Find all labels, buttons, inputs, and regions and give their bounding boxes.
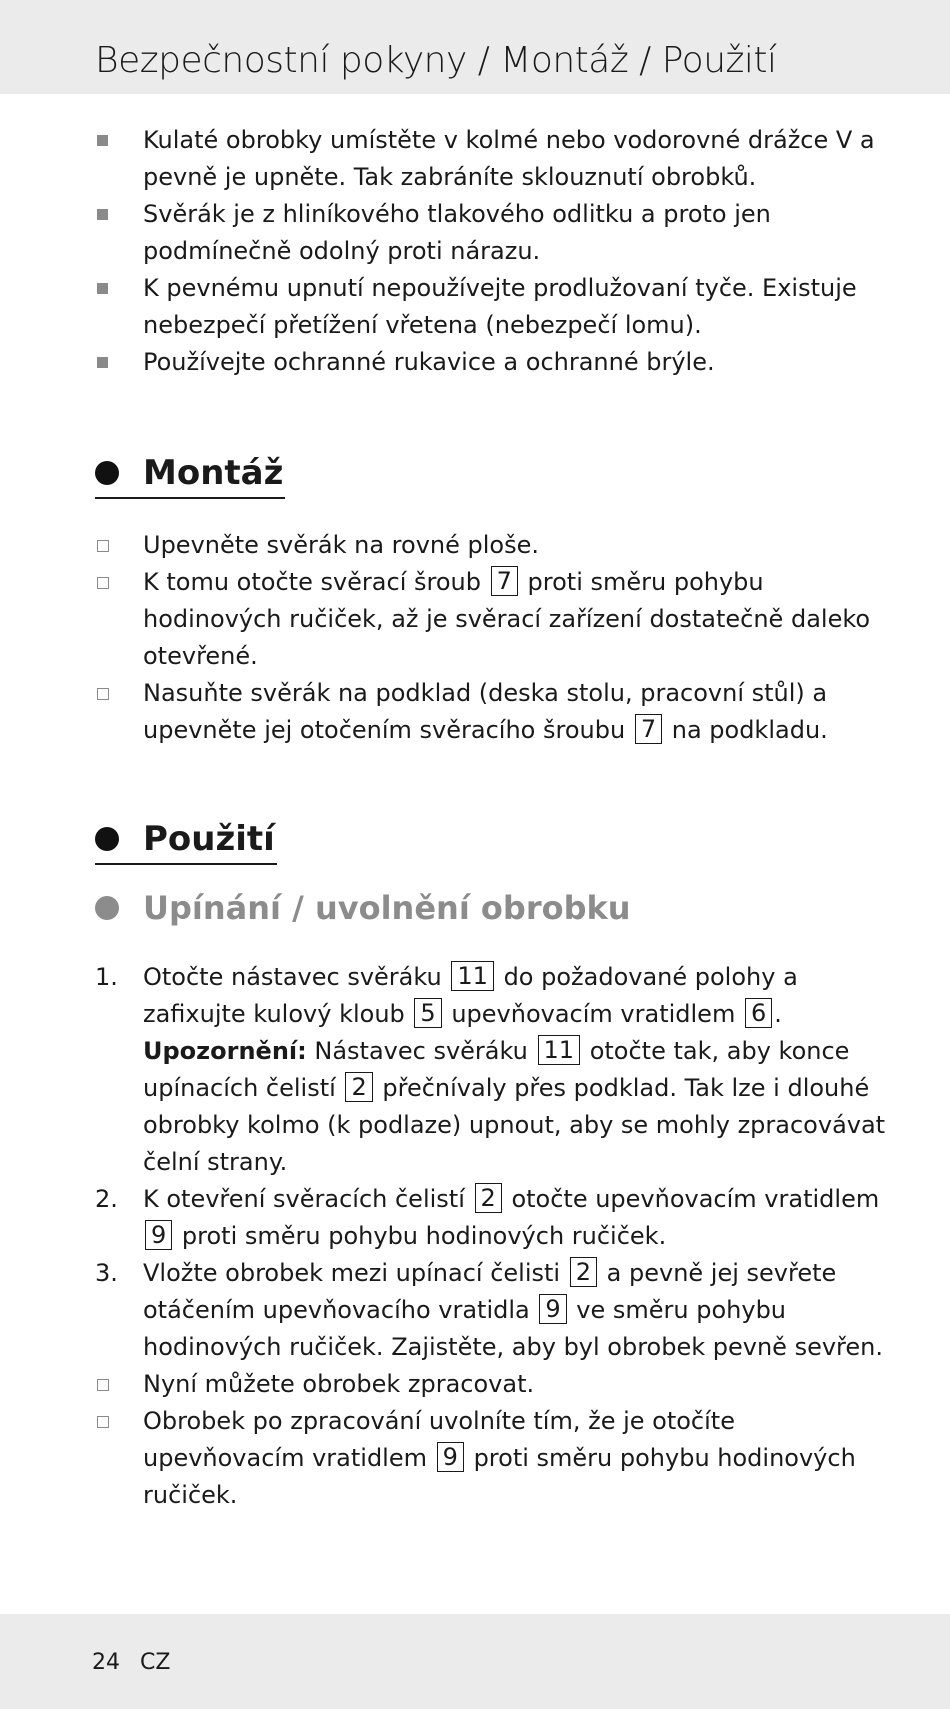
bullet-square-icon (95, 344, 125, 381)
list-item (95, 564, 895, 675)
list-item-text: upevňovacím vratidlem (451, 1000, 736, 1028)
checkbox-square-icon (95, 1366, 125, 1403)
list-item (95, 675, 895, 749)
section-heading-pouziti (95, 815, 277, 865)
part-reference: 11 (538, 1035, 581, 1065)
part-reference: 11 (451, 961, 494, 991)
part-reference: 7 (635, 714, 662, 744)
part-reference: 2 (570, 1257, 597, 1287)
note-label: Upozornění: (143, 1037, 307, 1065)
bullet-dot-icon (95, 461, 119, 485)
list-item-text: Svěrák je z hliníkového tlakového odlitku a proto jen podmínečně odolný proti nárazu. (143, 200, 771, 265)
list-item-text: Kulaté obrobky umístěte v kolmé nebo vodorovné drážce V a pevně je upněte. Tak zabráníte sklouznutí obrobků. (143, 126, 875, 191)
list-item-text: proti směru pohybu hodinových ručiček. (181, 1222, 667, 1250)
list-item-text: Nasuňte svěrák na podklad (deska stolu, pracovní stůl) a upevněte jej otočením svěracího šroubu (143, 679, 828, 744)
note-text: otočte tak, aby konce upínacích čelistí (143, 1037, 850, 1102)
step-number: 2. (95, 1185, 118, 1213)
list-item-text: na podkladu. (671, 716, 828, 744)
part-reference: 6 (745, 998, 772, 1028)
note-text: Nástavec svěráku (314, 1037, 528, 1065)
list-item-text: Nyní můžete obrobek zpracovat. (143, 1370, 535, 1398)
part-reference: 2 (475, 1183, 502, 1213)
checkbox-square-icon (95, 1403, 125, 1440)
pouziti-list (95, 959, 895, 1514)
header-bar (0, 0, 950, 94)
list-item-text: otočte upevňovacím vratidlem (511, 1185, 880, 1213)
bullet-square-icon (95, 196, 125, 233)
list-item (95, 959, 895, 1181)
checkbox-square-icon (95, 675, 125, 712)
list-item-text: Upevněte svěrák na rovné ploše. (143, 531, 539, 559)
list-item (95, 122, 895, 196)
note-text: přečnívaly přes podklad. Tak lze i dlouhé obrobky kolmo (k podlaze) upnout, aby se mohly zpracovávat čelní strany. (143, 1074, 886, 1176)
page-title: Bezpečnostní pokyny / Montáž / Použití (95, 40, 777, 81)
page-content (95, 122, 895, 1514)
part-reference: 2 (345, 1072, 372, 1102)
list-item (95, 1403, 895, 1514)
list-item-text: Vložte obrobek mezi upínací čelisti (143, 1259, 561, 1287)
checkbox-square-icon (95, 527, 125, 564)
list-item-text: Používejte ochranné rukavice a ochranné brýle. (143, 348, 715, 376)
list-item-text: K tomu otočte svěrací šroub (143, 568, 481, 596)
footer (92, 1650, 170, 1675)
part-reference: 9 (539, 1294, 566, 1324)
list-item-text: a pevně jej sevřete otáčením upevňovacího vratidla (143, 1259, 837, 1324)
bullet-square-icon (95, 122, 125, 159)
list-item (95, 1181, 895, 1255)
list-item-text: Obrobek po zpracování uvolníte tím, že je otočíte upevňovacím vratidlem (143, 1407, 735, 1472)
part-reference: 5 (414, 998, 441, 1028)
safety-list (95, 122, 895, 381)
list-item-text: K pevnému upnutí nepoužívejte prodlužovaní tyče. Existuje nebezpečí přetížení vřetena (nebezpečí lomu). (143, 274, 857, 339)
subsection-heading (95, 885, 631, 931)
subsection-heading-text: Upínání / uvolnění obrobku (143, 889, 631, 927)
list-item (95, 1255, 895, 1366)
list-item (95, 1366, 895, 1403)
step-number: 3. (95, 1259, 118, 1287)
section-heading-text: Použití (143, 819, 275, 859)
list-item (95, 527, 895, 564)
list-item-text: proti směru pohybu hodinových ručiček, až je svěrací zařízení dostatečně daleko otevřené. (143, 568, 871, 670)
bullet-dot-icon (95, 827, 119, 851)
montaz-list (95, 527, 895, 749)
section-heading-text: Montáž (143, 453, 284, 493)
section-heading-montaz (95, 449, 285, 499)
list-item-text: K otevření svěracích čelistí (143, 1185, 465, 1213)
list-item-text: proti směru pohybu hodinových ručiček. (143, 1444, 856, 1509)
page-number: 24 (92, 1650, 120, 1675)
list-item (95, 270, 895, 344)
list-item (95, 196, 895, 270)
list-item (95, 344, 895, 381)
list-item-text: . (774, 1000, 782, 1028)
part-reference: 9 (437, 1442, 464, 1472)
bullet-dot-icon (95, 896, 119, 920)
bullet-square-icon (95, 270, 125, 307)
list-item-text: do požadované polohy a zafixujte kulový kloub (143, 963, 798, 1028)
language-code: CZ (140, 1650, 171, 1675)
part-reference: 9 (145, 1220, 172, 1250)
footer-bar (0, 1614, 950, 1709)
part-reference: 7 (491, 566, 518, 596)
list-item-text: ve směru pohybu hodinových ručiček. Zajistěte, aby byl obrobek pevně sevřen. (143, 1296, 883, 1361)
checkbox-square-icon (95, 564, 125, 601)
list-item-text: Otočte nástavec svěráku (143, 963, 442, 991)
step-number: 1. (95, 963, 118, 991)
